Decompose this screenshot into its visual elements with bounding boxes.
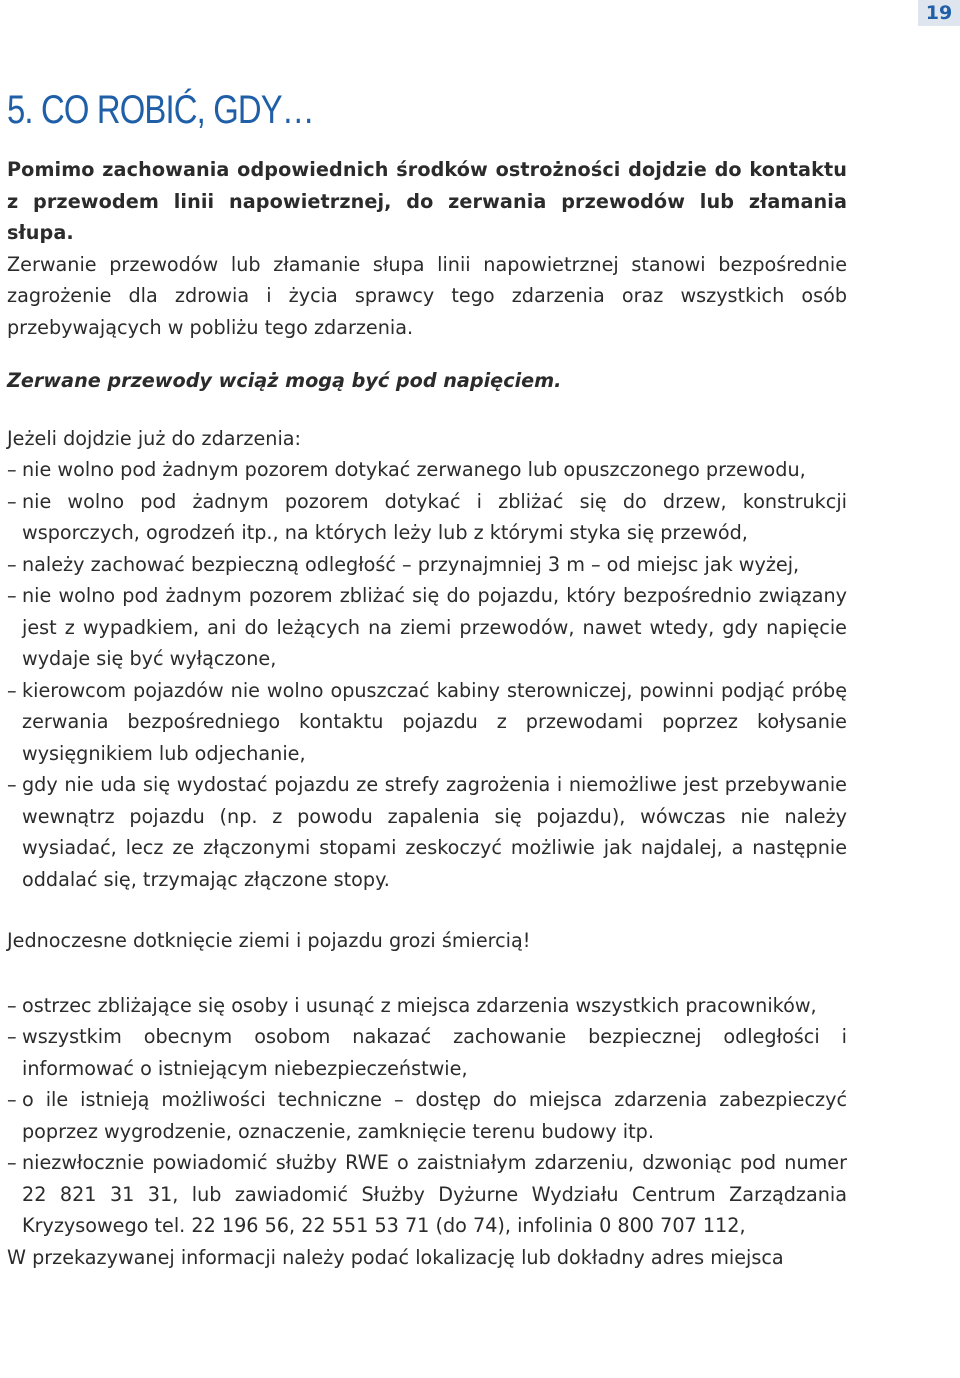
intro-paragraph: Zerwanie przewodów lub złamanie słupa linii napowietrznej stanowi bezpośrednie zagrożenie dla zdrowia i życia sprawcy tego zdarzenia oraz wszystkich osób przebywających w pobliżu tego zdarzenia. [7,252,847,339]
document-body [7,78,847,1273]
list-item: – nie wolno pod żadnym pozorem dotykać i zbliżać się do drzew, konstrukcji wsporczych, ogrodzeń itp., na których leży lub z którymi styka się przewód, [7,486,847,549]
intro-bold-paragraph: Pomimo zachowania odpowiednich środków ostrożności dojdzie do kontaktu z przewodem linii napowietrznej, do zerwania przewodów lub złamania słupa. [7,158,847,244]
section-title: 5. CO ROBIĆ, GDY… [7,88,314,132]
list-item: – nie wolno pod żadnym pozorem dotykać zerwanego lub opuszczonego przewodu, [7,454,847,486]
death-warning: Jednoczesne dotknięcie ziemi i pojazdu grozi śmiercią! [7,929,531,952]
list-item: – należy zachować bezpieczną odległość – przynajmniej 3 m – od miejsc jak wyżej, [7,549,847,581]
list-item: – o ile istnieją możliwości techniczne – dostęp do miejsca zdarzenia zabezpieczyć poprzez wygrodzenie, oznaczenie, zamknięcie terenu budowy itp. [7,1084,847,1147]
actions-list [7,990,847,1242]
list-item: – gdy nie uda się wydostać pojazdu ze strefy zagrożenia i niemożliwe jest przebywanie wewnątrz pojazdu (np. z powodu zapalenia się pojazdu), wówczas nie należy wysiadać, lecz ze złączonymi stopami zeskoczyć możliwie jak najdalej, a następnie oddalać się, trzymając złączone stopy. [7,769,847,895]
list-item: – wszystkim obecnym osobom nakazać zachowanie bezpiecznej odległości i informować o istniejącym niebezpieczeństwie, [7,1021,847,1084]
voltage-warning: Zerwane przewody wciąż mogą być pod napięciem. [7,369,562,392]
list-item: – kierowcom pojazdów nie wolno opuszczać kabiny sterowniczej, powinni podjąć próbę zerwania bezpośredniego kontaktu pojazdu z przewodami poprzez kołysanie wysięgnikiem lub odjechanie, [7,675,847,770]
safety-rules-list [7,454,847,895]
list-item: – niezwłocznie powiadomić służby RWE o zaistniałym zdarzeniu, dzwoniąc pod numer 22 821 31 31, lub zawiadomić Służby Dyżurne Wydziału Centrum Zarządzania Kryzysowego tel. 22 196 56, 22 551 53 71 (do 74), infolinia 0 800 707 112, [7,1147,847,1242]
list-item: – ostrzec zbliżające się osoby i usunąć z miejsca zdarzenia wszystkich pracowników, [7,990,847,1022]
page-number: 19 [918,0,960,26]
list-intro: Jeżeli dojdzie już do zdarzenia: [7,426,302,450]
list-item: – nie wolno pod żadnym pozorem zbliżać się do pojazdu, który bezpośrednio związany jest z wypadkiem, ani do leżących na ziemi przewodów, nawet wtedy, gdy napięcie wydaje się być wyłączone, [7,580,847,675]
closing-paragraph: W przekazywanej informacji należy podać lokalizację lub dokładny adres miejsca [7,1245,784,1269]
